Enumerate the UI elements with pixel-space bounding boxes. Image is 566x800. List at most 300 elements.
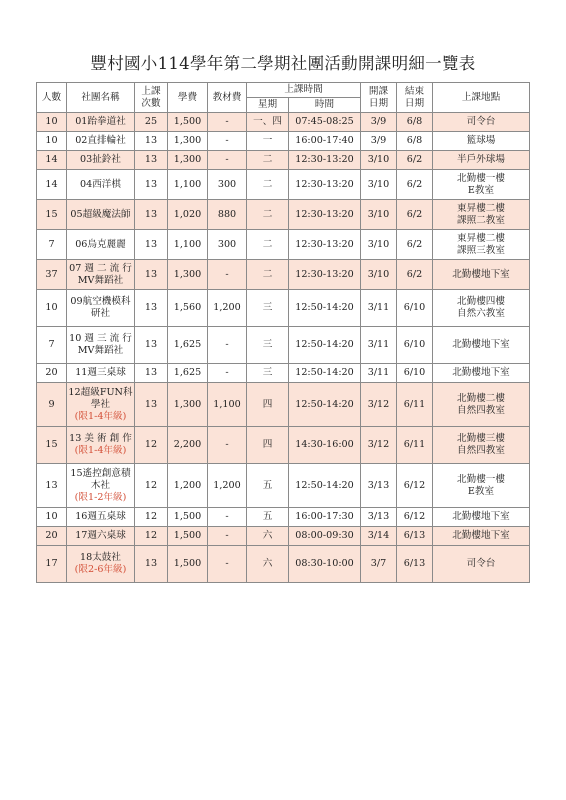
end-date-cell-text: 6/2 [406, 238, 423, 250]
table-row [37, 151, 530, 170]
sessions-cell-text: 12 [144, 530, 158, 541]
materials-cell [208, 230, 247, 260]
start-date-cell [361, 464, 397, 508]
start-date-cell-text: 3/9 [370, 116, 387, 127]
sessions-cell [135, 113, 168, 132]
location-cell-text: 北勤樓三樓 自然四教室 [457, 433, 505, 456]
count-cell [37, 151, 67, 170]
start-date-cell-text: 3/9 [370, 135, 387, 146]
start-date-cell-text: 3/11 [367, 302, 390, 313]
club-name-cell-text: 01跆拳道社 [75, 116, 126, 127]
count-cell-text: 14 [45, 154, 58, 165]
start-date-cell [361, 230, 397, 260]
end-date-cell-text: 6/11 [403, 439, 426, 450]
fee-cell [168, 364, 208, 383]
weekday-cell-text: 四 [262, 439, 273, 450]
sessions-cell-text: 13 [144, 302, 158, 313]
start-date-cell-text: 3/12 [367, 398, 390, 410]
location-cell [433, 327, 530, 364]
start-date-cell-text: 3/10 [367, 208, 390, 220]
fee-cell-text: 1,500 [173, 116, 202, 127]
time-cell [289, 200, 361, 230]
time-cell-text: 12:30-13:20 [295, 208, 354, 220]
location-cell-text: 半戶外球場 [457, 154, 505, 165]
club-name-cell-text: 17週六桌球 [75, 530, 126, 541]
materials-cell [208, 464, 247, 508]
sessions-cell [135, 527, 168, 546]
end-date-cell-text: 6/10 [403, 339, 426, 350]
club-name-cell [67, 290, 135, 327]
club-name-cell [67, 327, 135, 364]
count-cell-text: 10 [45, 116, 58, 127]
time-cell [289, 230, 361, 260]
location-cell-text: 北勤樓地下室 [452, 367, 510, 378]
time-cell-text: 08:00-09:30 [295, 530, 354, 541]
weekday-cell-text: 三 [262, 302, 273, 313]
materials-cell [208, 170, 247, 200]
weekday-cell-text: 三 [262, 339, 273, 350]
club-name-cell-text: 02直排輪社 [75, 135, 126, 146]
location-cell-text: 北勤樓一樓 E教室 [457, 473, 505, 497]
club-name-cell-text: 04西洋棋 [80, 178, 121, 190]
sessions-cell-text: 13 [144, 154, 158, 165]
materials-cell [208, 508, 247, 527]
time-cell-text: 07:45-08:25 [295, 116, 354, 127]
fee-cell-text: 1,300 [173, 268, 202, 280]
club-name-cell [67, 260, 135, 290]
sessions-cell-text: 13 [144, 268, 158, 280]
start-date-cell [361, 260, 397, 290]
club-name-cell-text: 06烏克麗麗 [75, 238, 126, 250]
start-date-cell-text: 3/10 [367, 178, 390, 190]
end-date-cell-text: 6/12 [403, 511, 426, 522]
time-cell [289, 170, 361, 200]
fee-cell-text: 1,300 [173, 154, 202, 165]
header-materials: 教材費 [208, 83, 247, 113]
time-cell [289, 427, 361, 464]
materials-cell-text: 300 [217, 178, 237, 190]
club-name-cell [67, 132, 135, 151]
end-date-cell-text: 6/12 [403, 479, 426, 491]
time-cell [289, 113, 361, 132]
location-cell [433, 527, 530, 546]
fee-cell-text: 1,300 [173, 398, 202, 410]
location-cell [433, 427, 530, 464]
materials-cell [208, 132, 247, 151]
count-cell [37, 427, 67, 464]
location-cell-text: 北勤樓四樓 自然六教室 [457, 296, 505, 319]
table-row [37, 508, 530, 527]
sessions-cell [135, 464, 168, 508]
end-date-cell [397, 546, 433, 583]
header-end-date-text: 結束日期 [404, 85, 425, 109]
time-cell [289, 132, 361, 151]
header-fee: 學費 [168, 83, 208, 113]
time-cell [289, 151, 361, 170]
location-cell-text: 北勤樓地下室 [452, 530, 510, 541]
start-date-cell [361, 508, 397, 527]
weekday-cell-text: 三 [262, 367, 273, 378]
club-name-cell-text: 16週五桌球 [75, 511, 126, 522]
end-date-cell [397, 200, 433, 230]
sessions-cell [135, 508, 168, 527]
start-date-cell [361, 151, 397, 170]
materials-cell [208, 527, 247, 546]
weekday-cell-text: 二 [262, 178, 273, 190]
materials-cell [208, 200, 247, 230]
weekday-cell [247, 170, 289, 200]
table-row [37, 427, 530, 464]
sessions-cell [135, 290, 168, 327]
materials-cell-text: - [225, 135, 229, 146]
fee-cell-text: 1,625 [173, 339, 202, 350]
materials-cell-text: - [225, 511, 229, 522]
header-start-date [361, 83, 397, 113]
time-cell [289, 546, 361, 583]
table-row [37, 290, 530, 327]
materials-cell-text: 1,200 [213, 302, 241, 313]
location-cell [433, 290, 530, 327]
materials-cell [208, 113, 247, 132]
table-row [37, 364, 530, 383]
grade-limit-note: (限2-6年級) [74, 564, 127, 575]
end-date-cell-text: 6/2 [406, 268, 423, 280]
location-cell [433, 113, 530, 132]
count-cell [37, 527, 67, 546]
location-cell-text: 北勤樓地下室 [452, 339, 510, 350]
club-name-cell [67, 170, 135, 200]
fee-cell-text: 2,200 [173, 439, 202, 450]
sessions-cell-text: 12 [144, 511, 158, 522]
weekday-cell [247, 427, 289, 464]
location-cell [433, 200, 530, 230]
weekday-cell-text: 二 [262, 268, 273, 280]
sessions-cell [135, 364, 168, 383]
count-cell [37, 170, 67, 200]
count-cell-text: 15 [45, 439, 58, 450]
materials-cell-text: - [225, 530, 229, 541]
location-cell-text: 北勤樓地下室 [452, 511, 510, 522]
sessions-cell-text: 13 [144, 178, 158, 190]
start-date-cell-text: 3/12 [367, 439, 390, 450]
start-date-cell [361, 132, 397, 151]
weekday-cell [247, 260, 289, 290]
weekday-cell-text: 二 [262, 238, 273, 250]
materials-cell [208, 327, 247, 364]
location-cell [433, 170, 530, 200]
location-cell [433, 464, 530, 508]
count-cell [37, 200, 67, 230]
time-cell-text: 14:30-16:00 [295, 439, 354, 450]
time-cell [289, 260, 361, 290]
sessions-cell-text: 12 [144, 439, 158, 450]
header-sessions [135, 83, 168, 113]
fee-cell [168, 546, 208, 583]
end-date-cell [397, 260, 433, 290]
count-cell-text: 10 [45, 511, 58, 522]
weekday-cell [247, 230, 289, 260]
location-cell [433, 230, 530, 260]
fee-cell-text: 1,100 [173, 178, 202, 190]
location-cell-text: 北勤樓一樓 E教室 [457, 172, 505, 196]
materials-cell [208, 290, 247, 327]
time-cell-text: 16:00-17:40 [295, 135, 354, 146]
sessions-cell [135, 132, 168, 151]
page-title: 豐村國小114學年第二學期社團活動開課明細一覽表 [90, 54, 476, 73]
table-row [37, 327, 530, 364]
location-cell-text: 北勤樓地下室 [452, 268, 510, 280]
end-date-cell-text: 6/8 [406, 135, 423, 146]
materials-cell-text: 1,100 [213, 398, 241, 410]
weekday-cell-text: 二 [262, 208, 273, 220]
weekday-cell [247, 327, 289, 364]
fee-cell [168, 327, 208, 364]
sessions-cell-text: 25 [144, 116, 158, 127]
end-date-cell-text: 6/2 [406, 154, 423, 165]
start-date-cell-text: 3/11 [367, 367, 390, 378]
start-date-cell-text: 3/10 [367, 238, 390, 250]
club-name-cell-text: 07 週 二 流 行 MV舞蹈社 [69, 262, 132, 286]
time-cell [289, 364, 361, 383]
count-cell-text: 37 [45, 268, 58, 280]
start-date-cell-text: 3/10 [367, 268, 390, 280]
club-name-cell-text: 10 週 三 流 行 MV舞蹈社 [69, 333, 132, 356]
club-name-cell [67, 200, 135, 230]
count-cell-text: 9 [48, 398, 55, 410]
sessions-cell-text: 13 [144, 135, 158, 146]
materials-cell-text: 1,200 [213, 479, 241, 491]
count-cell-text: 7 [48, 339, 55, 350]
fee-cell-text: 1,500 [173, 511, 202, 522]
club-name-cell-text: 03扯鈴社 [80, 154, 121, 165]
fee-cell-text: 1,560 [173, 302, 202, 313]
fee-cell-text: 1,200 [173, 479, 202, 491]
count-cell-text: 10 [45, 302, 58, 313]
materials-cell [208, 364, 247, 383]
materials-cell [208, 383, 247, 427]
end-date-cell [397, 132, 433, 151]
table-row [37, 132, 530, 151]
fee-cell-text: 1,020 [173, 208, 202, 220]
end-date-cell [397, 383, 433, 427]
table-row [37, 170, 530, 200]
end-date-cell [397, 464, 433, 508]
fee-cell [168, 427, 208, 464]
location-cell [433, 383, 530, 427]
start-date-cell [361, 546, 397, 583]
fee-cell [168, 290, 208, 327]
weekday-cell [247, 290, 289, 327]
time-cell-text: 12:30-13:20 [295, 238, 354, 250]
start-date-cell-text: 3/10 [367, 154, 390, 165]
time-cell [289, 527, 361, 546]
time-cell [289, 327, 361, 364]
end-date-cell-text: 6/13 [403, 558, 426, 569]
time-cell-text: 12:30-13:20 [295, 154, 354, 165]
location-cell-text: 司令台 [466, 116, 496, 127]
location-cell-text: 北勤樓二樓 自然四教室 [457, 392, 505, 416]
count-cell [37, 290, 67, 327]
count-cell [37, 230, 67, 260]
location-cell [433, 546, 530, 583]
materials-cell [208, 427, 247, 464]
end-date-cell [397, 508, 433, 527]
count-cell [37, 383, 67, 427]
table-row [37, 230, 530, 260]
time-cell-text: 12:50-14:20 [295, 398, 354, 410]
time-cell [289, 290, 361, 327]
materials-cell [208, 260, 247, 290]
count-cell-text: 15 [45, 208, 58, 220]
start-date-cell [361, 327, 397, 364]
club-name-cell-text: 09航空機模科 研社 [70, 296, 131, 319]
materials-cell-text: - [225, 367, 229, 378]
club-name-cell [67, 383, 135, 427]
table-row [37, 260, 530, 290]
fee-cell-text: 1,500 [173, 558, 202, 569]
count-cell [37, 113, 67, 132]
location-cell [433, 260, 530, 290]
start-date-cell [361, 170, 397, 200]
time-cell-text: 12:50-14:20 [295, 339, 354, 350]
sessions-cell-text: 13 [144, 208, 158, 220]
time-cell [289, 464, 361, 508]
fee-cell [168, 260, 208, 290]
sessions-cell [135, 200, 168, 230]
end-date-cell-text: 6/10 [403, 367, 426, 378]
time-cell-text: 08:30-10:00 [295, 558, 354, 569]
start-date-cell [361, 113, 397, 132]
header-count: 人數 [37, 83, 67, 113]
sessions-cell [135, 260, 168, 290]
weekday-cell [247, 527, 289, 546]
start-date-cell-text: 3/11 [367, 339, 390, 350]
sessions-cell-text: 13 [144, 558, 158, 569]
count-cell [37, 132, 67, 151]
start-date-cell [361, 364, 397, 383]
fee-cell [168, 464, 208, 508]
weekday-cell [247, 113, 289, 132]
count-cell [37, 546, 67, 583]
start-date-cell-text: 3/7 [370, 558, 387, 569]
weekday-cell-text: 五 [262, 511, 273, 522]
end-date-cell [397, 327, 433, 364]
weekday-cell-text: 六 [262, 530, 273, 541]
fee-cell [168, 383, 208, 427]
start-date-cell [361, 200, 397, 230]
weekday-cell [247, 200, 289, 230]
start-date-cell [361, 383, 397, 427]
header-end-date [397, 83, 433, 113]
materials-cell-text: 880 [217, 208, 237, 220]
end-date-cell-text: 6/2 [406, 178, 423, 190]
end-date-cell [397, 113, 433, 132]
sessions-cell [135, 327, 168, 364]
end-date-cell [397, 170, 433, 200]
club-name-cell [67, 151, 135, 170]
count-cell-text: 10 [45, 135, 58, 146]
grade-limit-note: (限1-4年級) [74, 445, 127, 456]
count-cell [37, 464, 67, 508]
fee-cell-text: 1,300 [173, 135, 202, 146]
materials-cell-text: - [225, 439, 229, 450]
materials-cell [208, 546, 247, 583]
sessions-cell [135, 230, 168, 260]
club-name-cell-text: 11週三桌球 [75, 367, 126, 378]
club-name-cell [67, 230, 135, 260]
materials-cell-text: - [225, 116, 229, 127]
club-schedule-table [36, 82, 530, 583]
count-cell-text: 20 [45, 367, 58, 378]
materials-cell [208, 151, 247, 170]
weekday-cell [247, 546, 289, 583]
sessions-cell [135, 170, 168, 200]
sessions-cell [135, 546, 168, 583]
end-date-cell [397, 290, 433, 327]
time-cell-text: 12:50-14:20 [295, 367, 354, 378]
location-cell-text: 東昇樓二樓 課照三教室 [457, 232, 505, 256]
location-cell [433, 508, 530, 527]
count-cell [37, 327, 67, 364]
time-cell-text: 12:30-13:20 [295, 178, 354, 190]
fee-cell [168, 113, 208, 132]
weekday-cell-text: 二 [262, 154, 273, 165]
table-row [37, 113, 530, 132]
materials-cell-text: 300 [217, 238, 237, 250]
weekday-cell-text: 五 [262, 479, 273, 491]
sessions-cell-text: 13 [144, 367, 158, 378]
header-class-time: 上課時間 [247, 83, 361, 98]
fee-cell-text: 1,625 [173, 367, 202, 378]
weekday-cell [247, 151, 289, 170]
weekday-cell [247, 464, 289, 508]
club-name-cell-text: 12超級FUN科 學社 [68, 386, 133, 410]
club-name-cell [67, 546, 135, 583]
weekday-cell [247, 364, 289, 383]
table-row [37, 464, 530, 508]
club-name-cell [67, 508, 135, 527]
count-cell-text: 13 [45, 479, 58, 491]
end-date-cell [397, 230, 433, 260]
fee-cell [168, 508, 208, 527]
club-name-cell-text: 05超級魔法師 [70, 208, 131, 220]
end-date-cell [397, 527, 433, 546]
materials-cell-text: - [225, 268, 229, 280]
fee-cell [168, 230, 208, 260]
header-weekday: 星期 [247, 98, 289, 113]
sessions-cell [135, 151, 168, 170]
count-cell-text: 7 [48, 238, 55, 250]
count-cell-text: 20 [45, 530, 58, 541]
club-name-cell [67, 113, 135, 132]
time-cell-text: 16:00-17:30 [295, 511, 354, 522]
weekday-cell-text: 一 [262, 135, 273, 146]
start-date-cell [361, 290, 397, 327]
grade-limit-note: (限1-2年級) [74, 491, 127, 503]
table-body [37, 113, 530, 583]
fee-cell-text: 1,500 [173, 530, 202, 541]
materials-cell-text: - [225, 558, 229, 569]
location-cell-text: 司令台 [466, 558, 496, 569]
header-start-date-text: 開課日期 [368, 85, 389, 109]
time-cell-text: 12:50-14:20 [295, 302, 354, 313]
time-cell [289, 383, 361, 427]
club-name-cell [67, 527, 135, 546]
location-cell [433, 132, 530, 151]
end-date-cell-text: 6/8 [406, 116, 423, 127]
time-cell-text: 12:50-14:20 [295, 479, 354, 491]
end-date-cell-text: 6/11 [403, 398, 426, 410]
